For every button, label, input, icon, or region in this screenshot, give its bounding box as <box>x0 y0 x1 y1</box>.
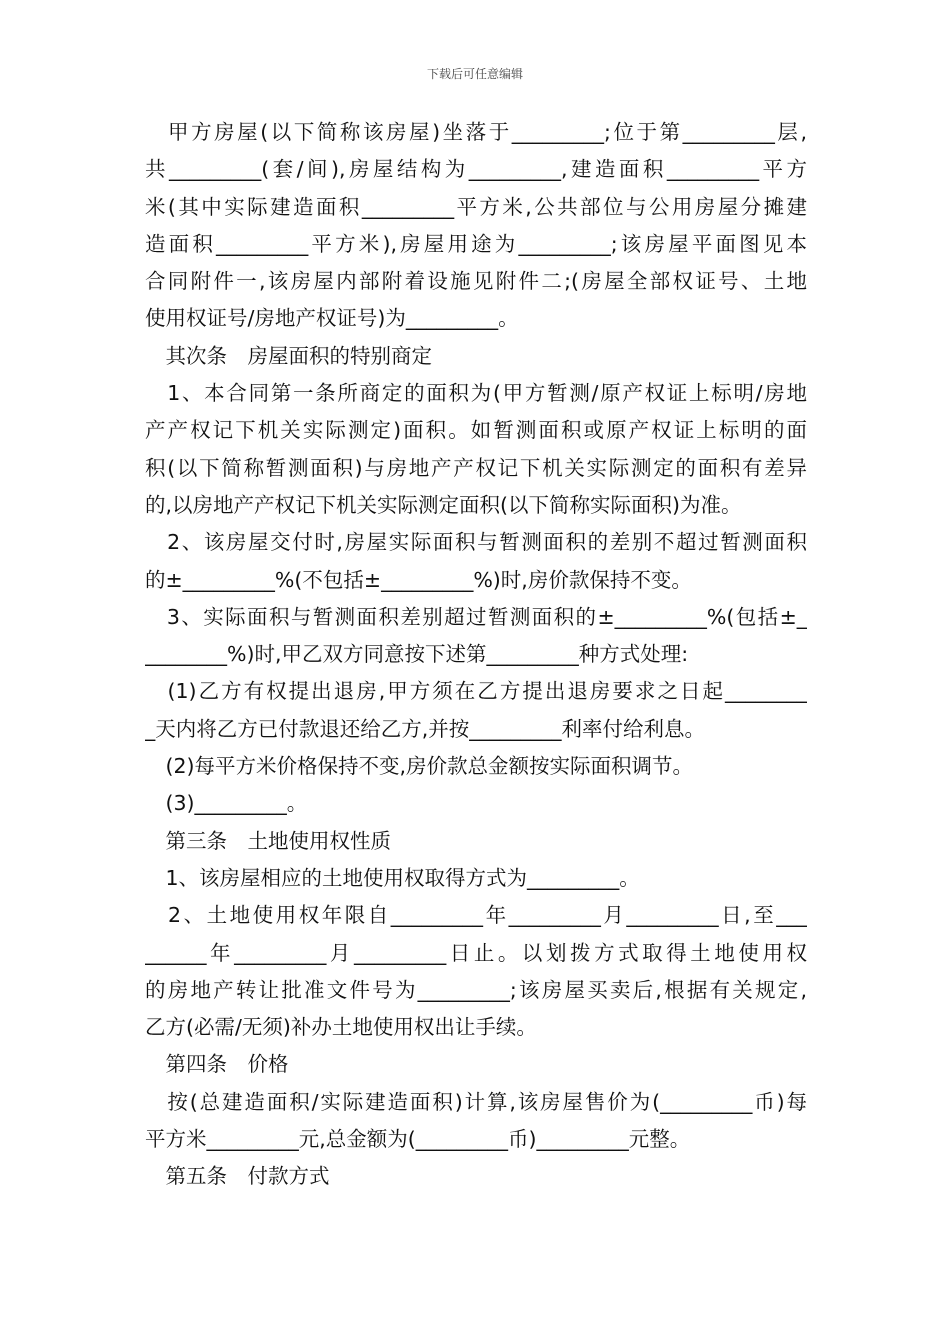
text-line: 产产权记下机关实际测定)面积。如暂测面积或原产权证上标明的面 <box>145 418 807 443</box>
text-line: _天内将乙方已付款退还给乙方,并按_________利率付给利息。 <box>145 716 706 741</box>
text-line: (3)_________。 <box>145 791 308 816</box>
text-line: 2、该房屋交付时,房屋实际面积与暂测面积的差别不超过暂测面积 <box>145 530 807 555</box>
text-line: 2、土地使用权年限自_________年_________月_________日,至___ <box>145 903 807 928</box>
text-line: ______年_________月_________日止。以划拨方式取得土地使用权 <box>145 940 807 965</box>
text-line: 1、本合同第一条所商定的面积为(甲方暂测/原产权证上标明/房地 <box>145 381 807 406</box>
text-line: 1、该房屋相应的土地使用权取得方式为_________。 <box>145 865 640 890</box>
text-line: 造面积_________平方米),房屋用途为_________;该房屋平面图见本 <box>145 231 807 256</box>
text-line: 其次条 房屋面积的特别商定 <box>145 343 432 368</box>
text-line: 乙方(必需/无须)补办土地使用权出让手续。 <box>145 1015 537 1040</box>
text-line: (2)每平方米价格保持不变,房价款总金额按实际面积调节。 <box>145 754 694 779</box>
text-line: 的,以房地产产权记下机关实际测定面积(以下简称实际面积)为准。 <box>145 492 742 517</box>
text-line: (1)乙方有权提出退房,甲方须在乙方提出退房要求之日起________ <box>145 679 807 704</box>
text-line: 的±_________%(不包括±_________%)时,房价款保持不变。 <box>145 567 692 592</box>
text-line: 第五条 付款方式 <box>145 1164 330 1189</box>
text-line: ________%)时,甲乙双方同意按下述第_________种方式处理: <box>145 642 689 667</box>
text-line: 按(总建造面积/实际建造面积)计算,该房屋售价为(_________币)每 <box>145 1089 807 1114</box>
page-header: 下载后可任意编辑 <box>426 67 523 81</box>
text-line: 米(其中实际建造面积_________平方米,公共部位与公用房屋分摊建 <box>145 194 807 219</box>
text-line: 合同附件一,该房屋内部附着设施见附件二;(房屋全部权证号、土地 <box>145 269 807 294</box>
text-line: 第三条 土地使用权性质 <box>145 828 391 853</box>
text-line: 第四条 价格 <box>145 1052 289 1077</box>
document-body <box>145 114 807 1196</box>
text-line: 的房地产转让批准文件号为_________;该房屋买卖后,根据有关规定, <box>145 977 807 1002</box>
text-line: 共_________(套/间),房屋结构为_________,建造面积_________平方 <box>145 157 807 182</box>
text-line: 平方米_________元,总金额为(_________币)_________元整。 <box>145 1127 691 1152</box>
text-line: 积(以下简称暂测面积)与房地产产权记下机关实际测定的面积有差异 <box>145 455 807 480</box>
text-line: 3、实际面积与暂测面积差别超过暂测面积的±_________%(包括±_ <box>145 604 807 629</box>
text-line: 使用权证号/房地产权证号)为_________。 <box>145 306 519 331</box>
text-line: 甲方房屋(以下简称该房屋)坐落于_________;位于第_________层, <box>145 120 807 144</box>
